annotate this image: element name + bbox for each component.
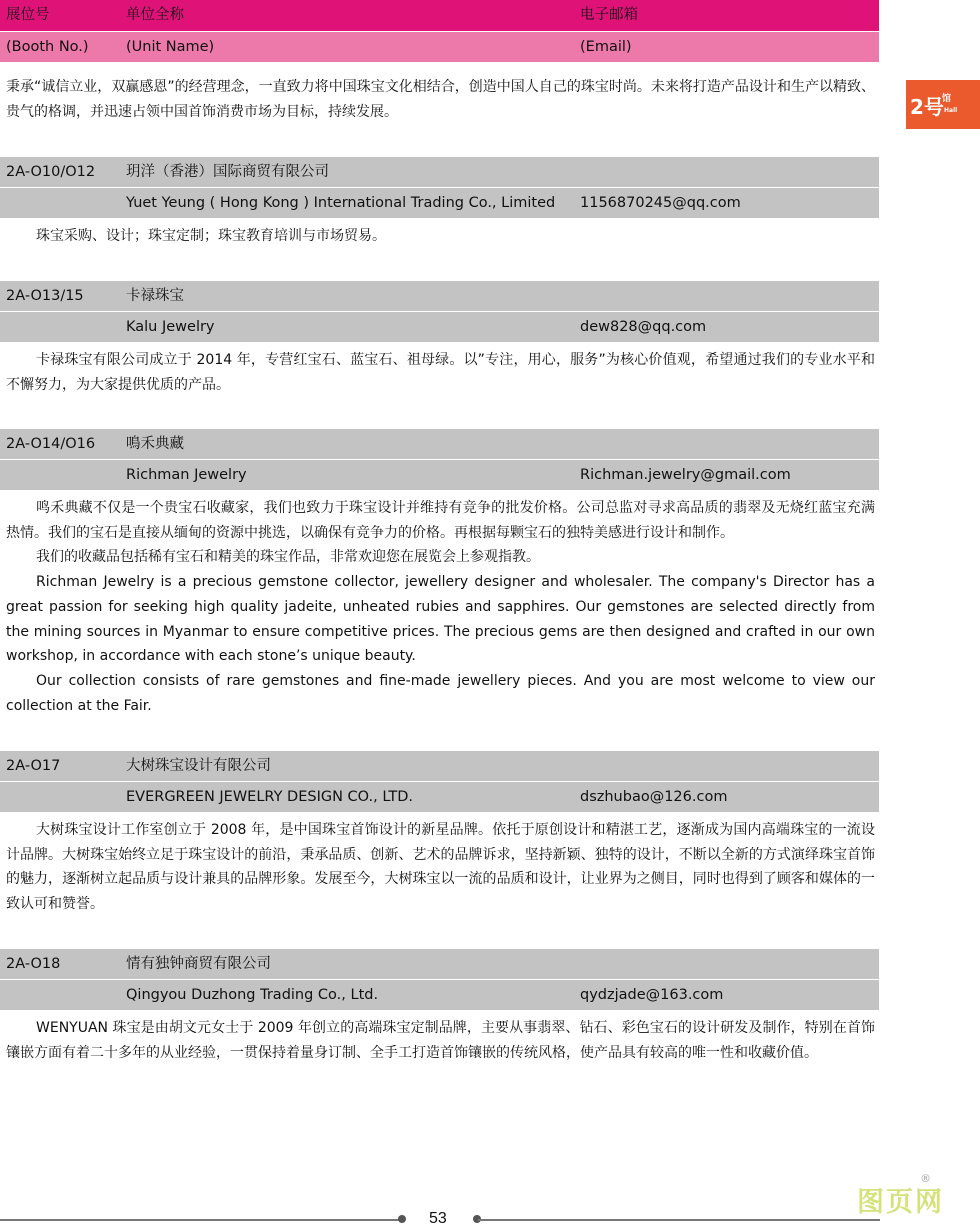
intro-text: [6, 75, 875, 124]
booth-number: 2A-O10/O12: [6, 164, 96, 180]
unit-name-en: Richman Jewelry: [126, 467, 247, 483]
unit-email: dszhubao@126.com: [580, 789, 728, 805]
unit-header: 单位全称: [126, 7, 184, 23]
description-paragraph: 我们的收藏品包括稀有宝石和精美的珠宝作品，非常欢迎您在展览会上参观指教。: [36, 549, 540, 566]
intro-paragraph: 秉承“诚信立业，双赢感恩”的经营理念，一直致力将中国珠宝文化相结合，创造中国人自己的珠宝时尚。未来将打造产品设计和生产以精致、贵气的格调，并迅速占领中国首饰消费市场为目标，持续发展。: [6, 79, 875, 120]
entry-row-en: [0, 460, 879, 490]
unit-email: Richman.jewelry@gmail.com: [580, 467, 791, 483]
unit-name-en: Kalu Jewelry: [126, 319, 215, 335]
description-paragraph: 珠宝采购、设计；珠宝定制；珠宝教育培训与市场贸易。: [36, 228, 386, 244]
booth-header: 展位号: [6, 7, 50, 23]
description-paragraph: WENYUAN 珠宝是由胡文元女士于 2009 年创立的高端珠宝定制品牌，主要从事翡翠、钻石、彩色宝石的设计研发及制作，特别在首饰镶嵌方面有着二十多年的从业经验，一贯保持着量身订制、全手工打造首饰镶嵌的传统风格，使产品具有较高的唯一性和收藏价值。: [6, 1020, 875, 1061]
unit-email: dew828@qq.com: [580, 319, 707, 335]
email-header-en: (Email): [580, 39, 632, 55]
unit-name-cn: 鳴禾典藏: [126, 436, 184, 452]
email-header: 电子邮箱: [580, 7, 638, 23]
entry-description: [6, 1016, 875, 1065]
entry-description: [6, 818, 875, 917]
entry-row-en: [0, 188, 879, 218]
entry-description: [6, 224, 875, 249]
description-paragraph: 鸣禾典藏不仅是一个贵宝石收藏家，我们也致力于珠宝设计并维持有竞争的批发价格。公司总监对寻求高品质的翡翠及无烧红蓝宝充满热情。我们的宝石是直接从缅甸的资源中挑选，以确保有竞争力的价格。再根据每颗宝石的独特美感进行设计和制作。: [6, 500, 875, 541]
page-number: 53: [429, 1210, 447, 1227]
entry-row-cn: [0, 157, 879, 187]
footer-line-right: [478, 1219, 880, 1221]
booth-number: 2A-O17: [6, 758, 61, 774]
booth-number: 2A-O18: [6, 956, 61, 972]
unit-name-cn: 大树珠宝设计有限公司: [126, 758, 271, 774]
description-paragraph: 大树珠宝设计工作室创立于 2008 年，是中国珠宝首饰设计的新星品牌。依托于原创设计和精湛工艺，逐渐成为国内高端珠宝的一流设计品牌。大树珠宝始终立足于珠宝设计的前沿，秉承品质、创新、艺术的品牌诉求，坚持新颖、独特的设计，不断以全新的方式演绎珠宝首饰的魅力，逐渐树立起品质与设计兼具的品牌形象。发展至今，大树珠宝以一流的品质和设计，让业界为之侧目，同时也得到了顾客和媒体的一致认可和赞誉。: [6, 822, 875, 913]
table-header-cn: [0, 0, 879, 31]
unit-email: 1156870245@qq.com: [580, 195, 741, 211]
entry-row-cn: [0, 429, 879, 459]
entry-description: [6, 348, 875, 397]
entry-row-cn: [0, 751, 879, 781]
booth-header-en: (Booth No.): [6, 39, 89, 55]
booth-number: 2A-O13/15: [6, 288, 84, 304]
hall-badge: [906, 80, 980, 129]
footer-dot-left: [398, 1215, 406, 1223]
description-paragraph: Richman Jewelry is a precious gemstone collector, jewellery designer and wholesaler. The company's Director has a great passion for seeking high quality jadeite, unheated rubies and sapphires. Our gemstones are selected directly from the mining sources in Myanmar to ensure competitive prices. The precious gems are then designed and crafted in our own workshop, in accordance with each stone’s unique beauty.: [6, 574, 875, 665]
entry-row-en: [0, 782, 879, 812]
entry-row-en: [0, 312, 879, 342]
hall-number: 2号: [910, 95, 944, 119]
unit-name-cn: 情有独钟商贸有限公司: [126, 956, 271, 972]
hall-label: 馆: [942, 94, 952, 104]
unit-header-en: (Unit Name): [126, 39, 215, 55]
watermark-logo: 图页网 ®: [857, 1172, 944, 1218]
unit-name-en: EVERGREEN JEWELRY DESIGN CO., LTD.: [126, 789, 414, 805]
unit-name-en: Qingyou Duzhong Trading Co., Ltd.: [126, 987, 379, 1003]
footer-line-left: [0, 1219, 400, 1221]
entry-row-cn: [0, 281, 879, 311]
entry-row-en: [0, 980, 879, 1010]
unit-email: qydzjade@163.com: [580, 987, 724, 1003]
booth-number: 2A-O14/O16: [6, 436, 96, 452]
unit-name-en: Yuet Yeung ( Hong Kong ) International Trading Co., Limited: [126, 195, 556, 211]
unit-name-cn: 卡禄珠宝: [126, 288, 184, 304]
description-paragraph: Our collection consists of rare gemstones and fine-made jewellery pieces. And you are most welcome to view our collection at the Fair.: [6, 672, 875, 714]
entry-row-cn: [0, 949, 879, 979]
description-paragraph: 卡禄珠宝有限公司成立于 2014 年，专营红宝石、蓝宝石、祖母绿。以”专注，用心，服务”为核心价值观，希望通过我们的专业水平和不懈努力，为大家提供优质的产品。: [6, 352, 875, 393]
hall-label-en: Hall: [944, 107, 958, 114]
table-header-en: [0, 32, 879, 62]
unit-name-cn: 玥洋（香港）国际商贸有限公司: [126, 164, 329, 180]
entry-description: [6, 496, 875, 718]
